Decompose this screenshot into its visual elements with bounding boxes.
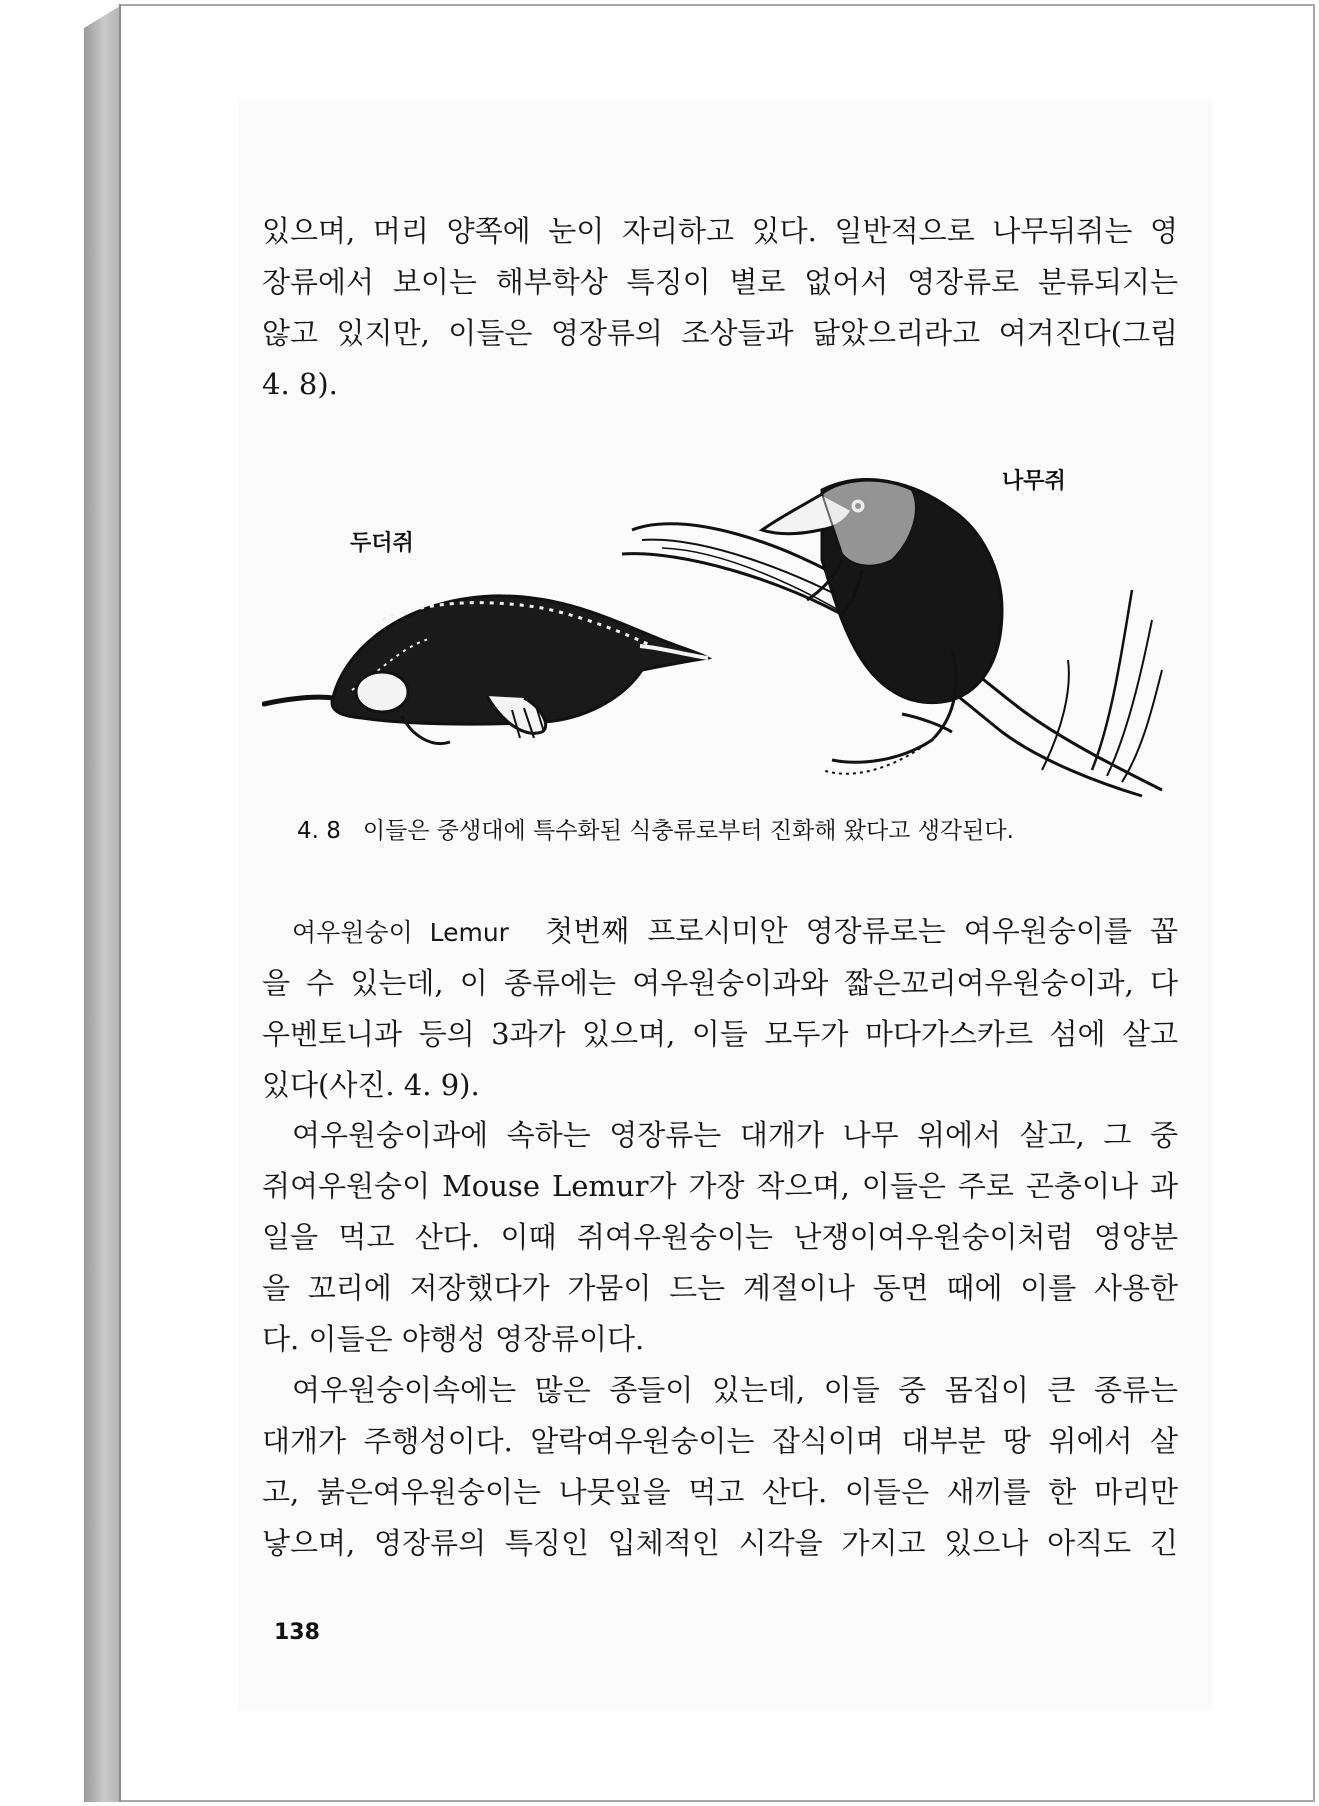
text-line: 않고 있지만, 이들은 영장류의 조상들과 닮았으리라고 여겨진다(그림	[262, 316, 1178, 350]
text-line: 장류에서 보이는 해부학상 특징이 별로 없어서 영장류로 분류되지는	[262, 265, 1178, 299]
text-line: 여우원숭이 Lemur 첫번째 프로시미안 영장류로는 여우원숭이를 꼽	[292, 914, 1179, 948]
paragraph-lemur-genus	[262, 1365, 1178, 1569]
treeshrew-illustration	[762, 480, 1002, 774]
text-line: 여우원숭이속에는 많은 종들이 있는데, 이들 중 몸집이 큰 종류는	[292, 1373, 1178, 1407]
treeshrew-label: 나무쥐	[1002, 469, 1066, 494]
section-heading: 여우원숭이 Lemur	[292, 918, 509, 947]
text-line: 다. 이들은 야행성 영장류이다.	[262, 1322, 645, 1356]
caption-text: 이들은 중생대에 특수화된 식충류로부터 진화해 왔다고 생각된다.	[362, 818, 1014, 844]
text-line: 을 수 있는데, 이 종류에는 여우원숭이과와 짧은꼬리여우원숭이과, 다	[262, 966, 1178, 1000]
book-spine	[84, 6, 120, 1802]
mole-illustration	[264, 596, 708, 744]
text-line: 여우원숭이과에 속하는 영장류는 대개가 나무 위에서 살고, 그 중	[292, 1118, 1178, 1152]
text-line: 고, 붉은여우원숭이는 나뭇잎을 먹고 산다. 이들은 새끼를 한 마리만	[262, 1475, 1178, 1509]
paragraph-lemuridae	[262, 1110, 1178, 1365]
text-line: 낳으며, 영장류의 특징인 입체적인 시각을 가지고 있으나 아직도 긴	[262, 1526, 1178, 1560]
page-number: 138	[274, 1620, 320, 1645]
text-line: 일을 먹고 산다. 이때 쥐여우원숭이는 난쟁이여우원숭이처럼 영양분	[262, 1220, 1178, 1254]
figure-caption	[297, 812, 1157, 845]
text-line: 대개가 주행성이다. 알락여우원숭이는 잡식이며 대부분 땅 위에서 살	[262, 1424, 1178, 1458]
text-line: 있으며, 머리 양쪽에 눈이 자리하고 있다. 일반적으로 나무뒤쥐는 영	[262, 214, 1178, 248]
text-line: 4. 8).	[262, 367, 338, 401]
text-line: 을 꼬리에 저장했다가 가뭄이 드는 계절이나 동면 때에 이를 사용한	[262, 1271, 1178, 1305]
mole-label: 두더쥐	[350, 531, 414, 556]
paragraph-lemur	[262, 906, 1178, 1111]
text-line: 우벤토니과 등의 3과가 있으며, 이들 모두가 마다가스카르 섬에 살고	[262, 1017, 1178, 1051]
text-line: 쥐여우원숭이 Mouse Lemur가 가장 작으며, 이들은 주로 곤충이나 과	[262, 1169, 1178, 1203]
paragraph-intro	[262, 206, 1178, 410]
text-line: 있다(사진. 4. 9).	[262, 1068, 480, 1102]
figure-4-8	[262, 470, 1172, 800]
caption-number: 4. 8	[297, 818, 341, 844]
